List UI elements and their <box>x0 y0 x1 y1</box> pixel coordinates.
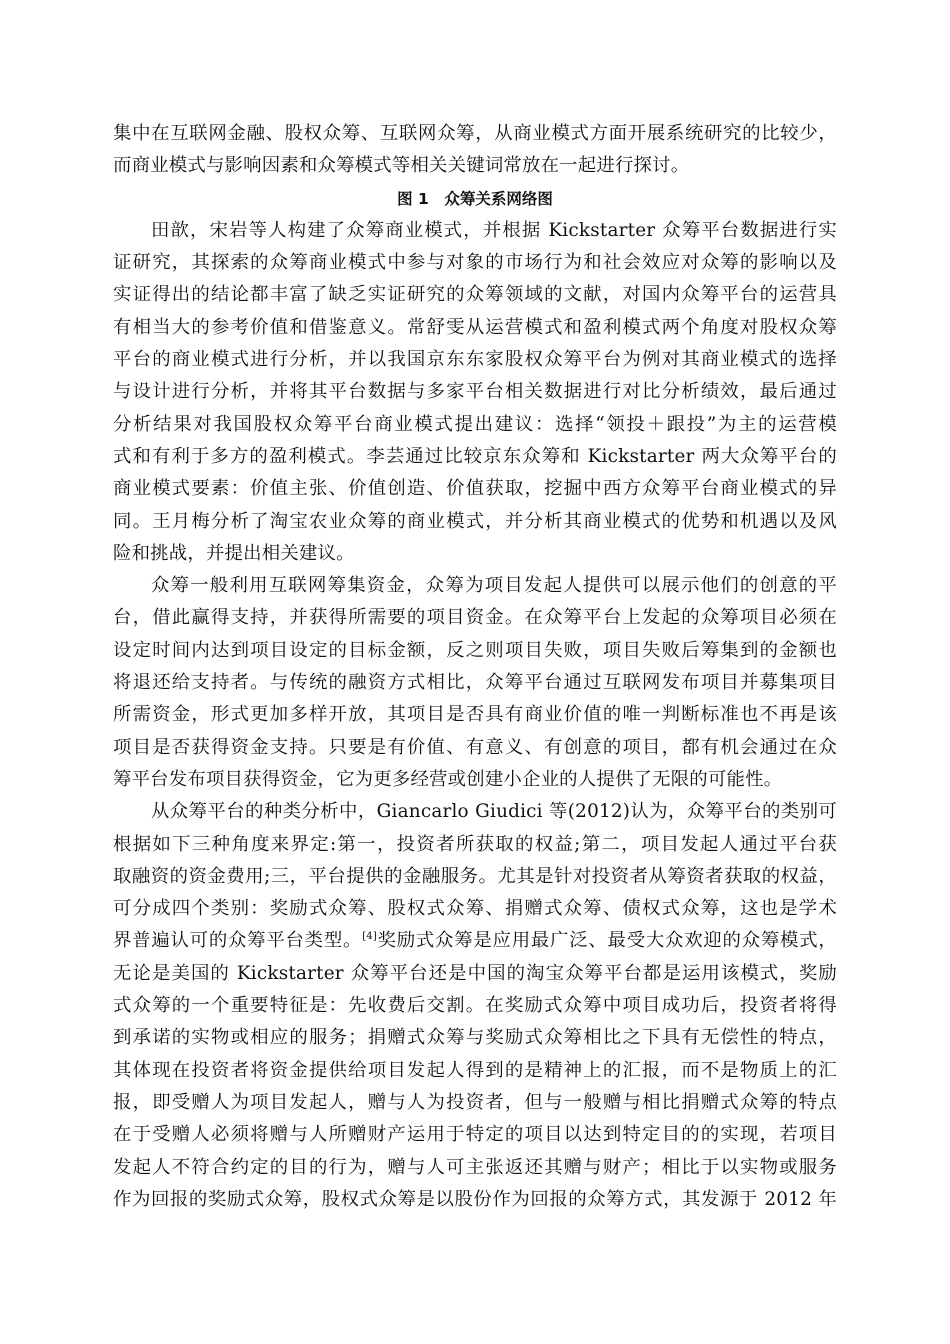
para1-line-2: 证研究，其探索的众筹商业模式中参与对象的市场行为和社会效应对众筹的影响以及 <box>113 252 837 274</box>
para3-line-5-before: 界普遍认可的众筹平台类型。 <box>113 930 363 952</box>
para2-line-3: 设定时间内达到项目设定的目标金额，反之则项目失败，项目失败后筹集到的金额也 <box>113 639 837 661</box>
figure-caption: 图 1 众筹关系网络图 <box>397 189 553 208</box>
para1-line-3: 实证得出的结论都丰富了缺乏实证研究的众筹领域的文献，对国内众筹平台的运营具 <box>113 284 837 306</box>
citation-ref-4: [4] <box>362 931 377 943</box>
para2-line-4: 将退还给支持者。与传统的融资方式相比，众筹平台通过互联网发布项目并募集项目 <box>113 672 837 694</box>
para3-line-12: 发起人不符合约定的目的行为，赠与人可主张返还其赠与财产；相比于以实物或服务 <box>113 1156 837 1178</box>
para3-line-7: 式众筹的一个重要特征是：先收费后交割。在奖励式众筹中项目成功后，投资者将得 <box>113 995 837 1017</box>
para2-line-1: 众筹一般利用互联网筹集资金，众筹为项目发起人提供可以展示他们的创意的平 <box>151 575 837 597</box>
para3-line-13: 作为回报的奖励式众筹，股权式众筹是以股份作为回报的众筹方式，其发源于 2012 年 <box>113 1188 837 1210</box>
para3-line-8: 到承诺的实物或相应的服务；捐赠式众筹与奖励式众筹相比之下具有无偿性的特点， <box>113 1027 837 1049</box>
para1-line-7: 分析结果对我国股权众筹平台商业模式提出建议：选择“领投＋跟投”为主的运营模 <box>113 413 837 435</box>
para1-line-10: 同。王月梅分析了淘宝农业众筹的商业模式，并分析其商业模式的优势和机遇以及风 <box>113 510 837 532</box>
para3-line-5 <box>113 925 837 957</box>
para3-line-2: 根据如下三种角度来界定:第一，投资者所获取的权益;第二，项目发起人通过平台获 <box>113 833 837 855</box>
para1-line-5: 平台的商业模式进行分析，并以我国京东东家股权众筹平台为例对其商业模式的选择 <box>113 349 837 371</box>
para3-line-6: 无论是美国的 Kickstarter 众筹平台还是中国的淘宝众筹平台都是运用该模式，奖励 <box>113 962 837 984</box>
para3-line-5-after: 奖励式众筹是应用最广泛、最受大众欢迎的众筹模式， <box>376 930 837 952</box>
para3-line-9: 其体现在投资者将资金提供给项目发起人得到的是精神上的汇报，而不是物质上的汇 <box>113 1059 837 1081</box>
intro-line-2: 而商业模式与影响因素和众筹模式等相关关键词常放在一起进行探讨。 <box>113 155 690 177</box>
para2-line-2: 台，借此赢得支持，并获得所需要的项目资金。在众筹平台上发起的众筹项目必须在 <box>113 607 837 629</box>
para3-line-4: 可分成四个类别：奖励式众筹、股权式众筹、捐赠式众筹、债权式众筹，这也是学术 <box>113 898 837 920</box>
para1-line-1: 田歆，宋岩等人构建了众筹商业模式，并根据 Kickstarter 众筹平台数据进行实 <box>151 219 837 241</box>
para3-line-10: 报，即受赠人为项目发起人，赠与人为投资者，但与一般赠与相比捐赠式众筹的特点 <box>113 1091 837 1113</box>
para2-line-5: 所需资金，形式更加多样开放，其项目是否具有商业价值的唯一判断标准也不再是该 <box>113 704 837 726</box>
document-page <box>113 118 837 1216</box>
para3-line-1: 从众筹平台的种类分析中，Giancarlo Giudici 等(2012)认为，众筹平台的类别可 <box>151 801 837 823</box>
intro-line-1: 集中在互联网金融、股权众筹、互联网众筹，从商业模式方面开展系统研究的比较少， <box>113 123 837 144</box>
para3-line-11: 在于受赠人必须将赠与人所赠财产运用于特定的项目以达到特定目的的实现，若项目 <box>113 1124 837 1146</box>
para1-line-8: 式和有利于多方的盈利模式。李芸通过比较京东众筹和 Kickstarter 两大众筹平台的 <box>113 445 837 467</box>
para3-line-3: 取融资的资金费用;三，平台提供的金融服务。尤其是针对投资者从筹资者获取的权益， <box>113 865 837 887</box>
para2-line-7: 筹平台发布项目获得资金，它为更多经营或创建小企业的人提供了无限的可能性。 <box>113 768 783 790</box>
para1-line-9: 商业模式要素：价值主张、价值创造、价值获取，挖掘中西方众筹平台商业模式的异 <box>113 478 837 500</box>
para2-line-6: 项目是否获得资金支持。只要是有价值、有意义、有创意的项目，都有机会通过在众 <box>113 736 837 758</box>
para1-line-4: 有相当大的参考价值和借鉴意义。常舒雯从运营模式和盈利模式两个角度对股权众筹 <box>113 316 837 338</box>
para1-line-11: 险和挑战，并提出相关建议。 <box>113 542 355 564</box>
para1-line-6: 与设计进行分析，并将其平台数据与多家平台相关数据进行对比分析绩效，最后通过 <box>113 381 837 403</box>
